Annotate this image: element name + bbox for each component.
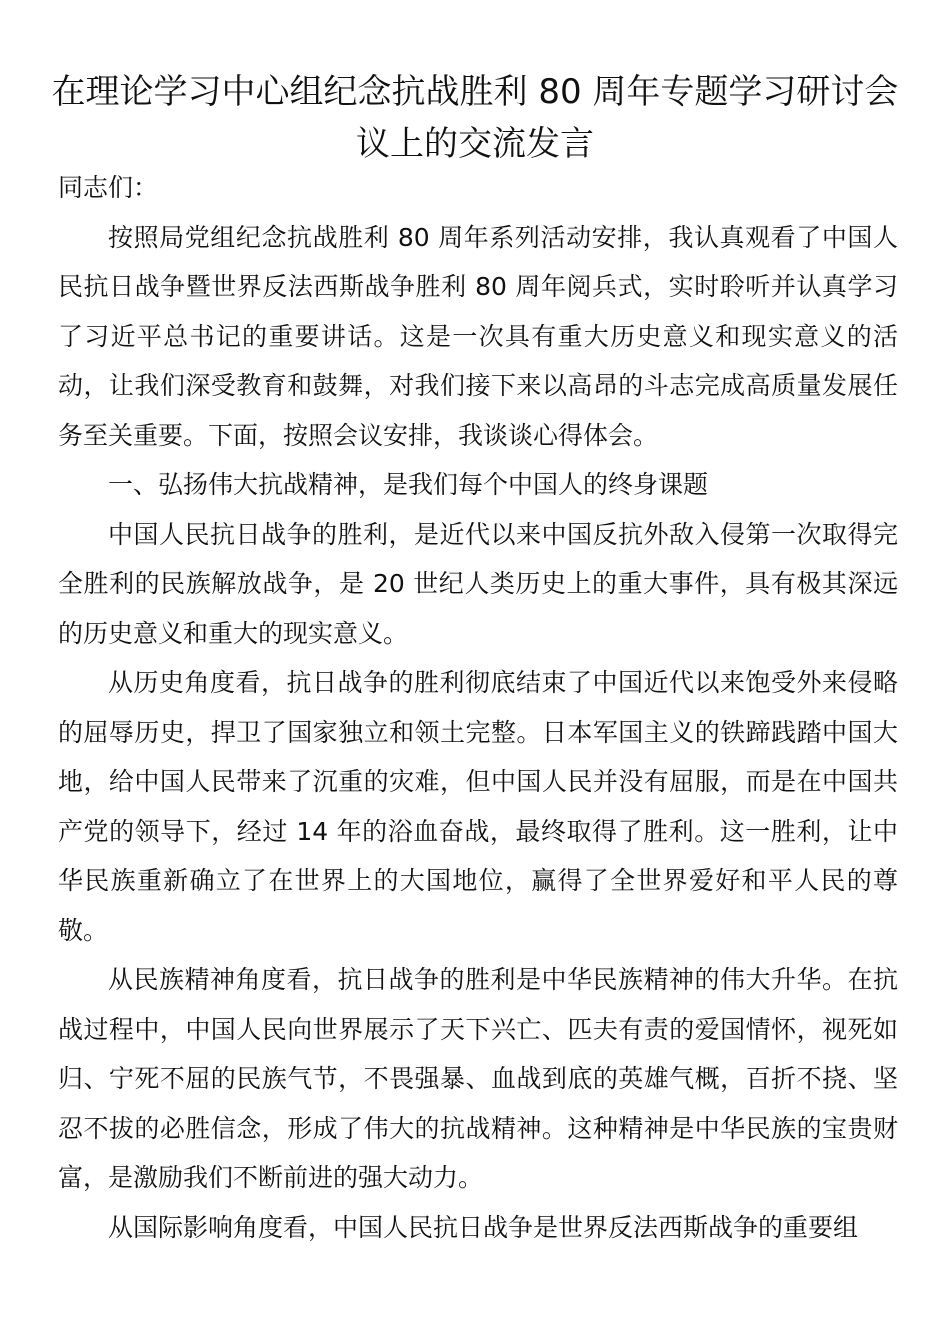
paragraph-intro: 按照局党组纪念抗战胜利 80 周年系列活动安排，我认真观看了中国人民抗日战争暨世界反法西斯战争胜利 80 周年阅兵式，实时聆听并认真学习了习近平总书记的重要讲话。这是一次具有重大历史意义和现实意义的活动，让我们深受教育和鼓舞，对我们接下来以高昂的斗志完成高质量发展任务至关重要。下面，按照会议安排，我谈谈心得体会。 bbox=[58, 222, 898, 450]
paragraph-victory-significance: 中国人民抗日战争的胜利，是近代以来中国反抗外敌入侵第一次取得完全胜利的民族解放战争，是 20 世纪人类历史上的重大事件，具有极其深远的历史意义和重大的现实意义。 bbox=[58, 519, 898, 648]
document-body bbox=[58, 163, 898, 1252]
paragraph-historical-perspective: 从历史角度看，抗日战争的胜利彻底结束了中国近代以来饱受外来侵略的屈辱历史，捍卫了国家独立和领土完整。日本军国主义的铁蹄践踏中国大地，给中国人民带来了沉重的灾难，但中国人民并没有屈服，而是在中国共产党的领导下，经过 14 年的浴血奋战，最终取得了胜利。这一胜利，让中华民族重新确立了在世界上的大国地位，赢得了全世界爱好和平人民的尊敬。 bbox=[58, 668, 898, 945]
greeting: 同志们： bbox=[58, 173, 159, 202]
document-title: 在理论学习中心组纪念抗战胜利 80 周年专题学习研讨会议上的交流发言 bbox=[51, 72, 899, 164]
paragraph-national-spirit: 从民族精神角度看，抗日战争的胜利是中华民族精神的伟大升华。在抗战过程中，中国人民向世界展示了天下兴亡、匹夫有责的爱国情怀，视死如归、宁死不屈的民族气节，不畏强暴、血战到底的英雄气概，百折不挠、坚忍不拔的必胜信念，形成了伟大的抗战精神。这种精神是中华民族的宝贵财富，是激励我们不断前进的强大动力。 bbox=[58, 965, 898, 1192]
paragraph-international-impact: 从国际影响角度看，中国人民抗日战争是世界反法西斯战争的重要组 bbox=[108, 1212, 859, 1242]
section-heading-1: 一、弘扬伟大抗战精神，是我们每个中国人的终身课题 bbox=[108, 470, 709, 499]
